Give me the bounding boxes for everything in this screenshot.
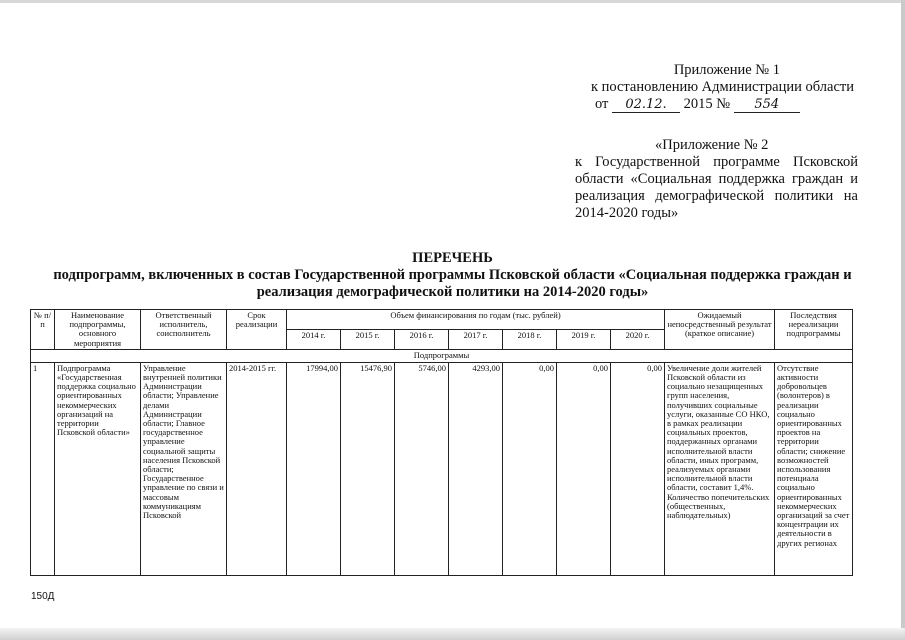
row-result <box>665 362 775 575</box>
year-label: 2015 № <box>683 96 731 112</box>
handwritten-number: 554 <box>734 98 800 113</box>
header-result: Ожидаемый непосредственный результат (краткое описание) <box>665 310 775 350</box>
header-consequences: Последствия нереализации подпрограммы <box>775 310 853 350</box>
header-year: 2017 г. <box>449 329 503 349</box>
scan-edge-bottom <box>0 628 905 640</box>
row-executor-text: Управление внутренней политики Администрации области; Управление делами Администрации области; Главное государственное управление социальной защиты населения Псковской области; Государственное управление по связи и массовым коммуникациям Псковской <box>143 363 224 521</box>
scan-edge-top <box>0 0 905 3</box>
handwritten-date: 02.12. <box>612 98 680 113</box>
header-funding: Объем финансирования по годам (тыс. рублей) <box>287 310 665 330</box>
header-year: 2015 г. <box>341 329 395 349</box>
document-heading <box>0 250 905 301</box>
document-code: 150Д <box>31 591 55 602</box>
header-year: 2016 г. <box>395 329 449 349</box>
header-term: Срок реализации <box>227 310 287 350</box>
row-value: 0,00 <box>557 362 611 575</box>
row-value: 15476,90 <box>341 362 395 575</box>
appendix-1-date-line <box>595 96 860 113</box>
row-name-text: Подпрограмма «Государственная поддержка социально ориентированных некоммерческих организаций на территории Псковской области» <box>57 363 136 438</box>
appendix-1-title: Приложение № 1 <box>673 62 780 78</box>
subprograms-table <box>30 309 853 576</box>
row-value: 17994,00 <box>287 362 341 575</box>
table-header-row <box>31 310 853 330</box>
row-value: 0,00 <box>611 362 665 575</box>
header-year: 2014 г. <box>287 329 341 349</box>
header-year: 2019 г. <box>557 329 611 349</box>
header-year: 2020 г. <box>611 329 665 349</box>
appendix-2-title: «Приложение № 2 <box>655 137 769 153</box>
row-consequences-text: Отсутствие активности добровольцев (волонтеров) в реализации социально ориентированных проектов на территории области; снижение возможностей использования потенциала социально ориентированных некоммерческих организаций за счет концентрации их деятельности в других регионах <box>777 363 850 548</box>
appendix-1-decree: к постановлению Администрации области <box>590 79 854 95</box>
appendix-2-block <box>575 137 858 222</box>
row-value: 4293,00 <box>449 362 503 575</box>
header-name: Наименование подпрограммы, основного мероприятия <box>55 310 141 350</box>
appendix-1-block <box>520 62 860 113</box>
row-value: 0,00 <box>503 362 557 575</box>
row-value: 5746,00 <box>395 362 449 575</box>
section-label: Подпрограммы <box>31 349 853 362</box>
row-consequences <box>775 362 853 575</box>
header-executor: Ответственный исполнитель, соисполнитель <box>141 310 227 350</box>
from-label: от <box>595 96 609 112</box>
appendix-2-text: к Государственной программе Псковской области «Социальная поддержка граждан и реализация демографической политики на 2014-2020 годы» <box>575 154 858 221</box>
row-result-text: Увеличение доли жителей Псковской области из социально незащищенных групп населения, получивших социальные услуги, оказанные СО НКО, в рамках реализации социальных проектов, поддержанных органами исполнительной власти области, иных программ, реализуемых органами исполнительной власти области, составит 1,4%. Количество попечительских (общественных, наблюдательных) <box>667 363 770 521</box>
row-num: 1 <box>31 362 55 575</box>
row-executor <box>141 362 227 575</box>
scan-edge-right <box>901 0 905 640</box>
document-subtitle: подпрограмм, включенных в состав Государственной программы Псковской области «Социальная поддержка граждан и реализация демографической политики на 2014-2020 годы» <box>53 267 852 300</box>
header-num: № п/п <box>31 310 55 350</box>
row-name <box>55 362 141 575</box>
section-row <box>31 349 853 362</box>
row-term: 2014-2015 гг. <box>227 362 287 575</box>
header-year: 2018 г. <box>503 329 557 349</box>
table-row <box>31 362 853 575</box>
document-title: ПЕРЕЧЕНЬ <box>412 250 493 266</box>
